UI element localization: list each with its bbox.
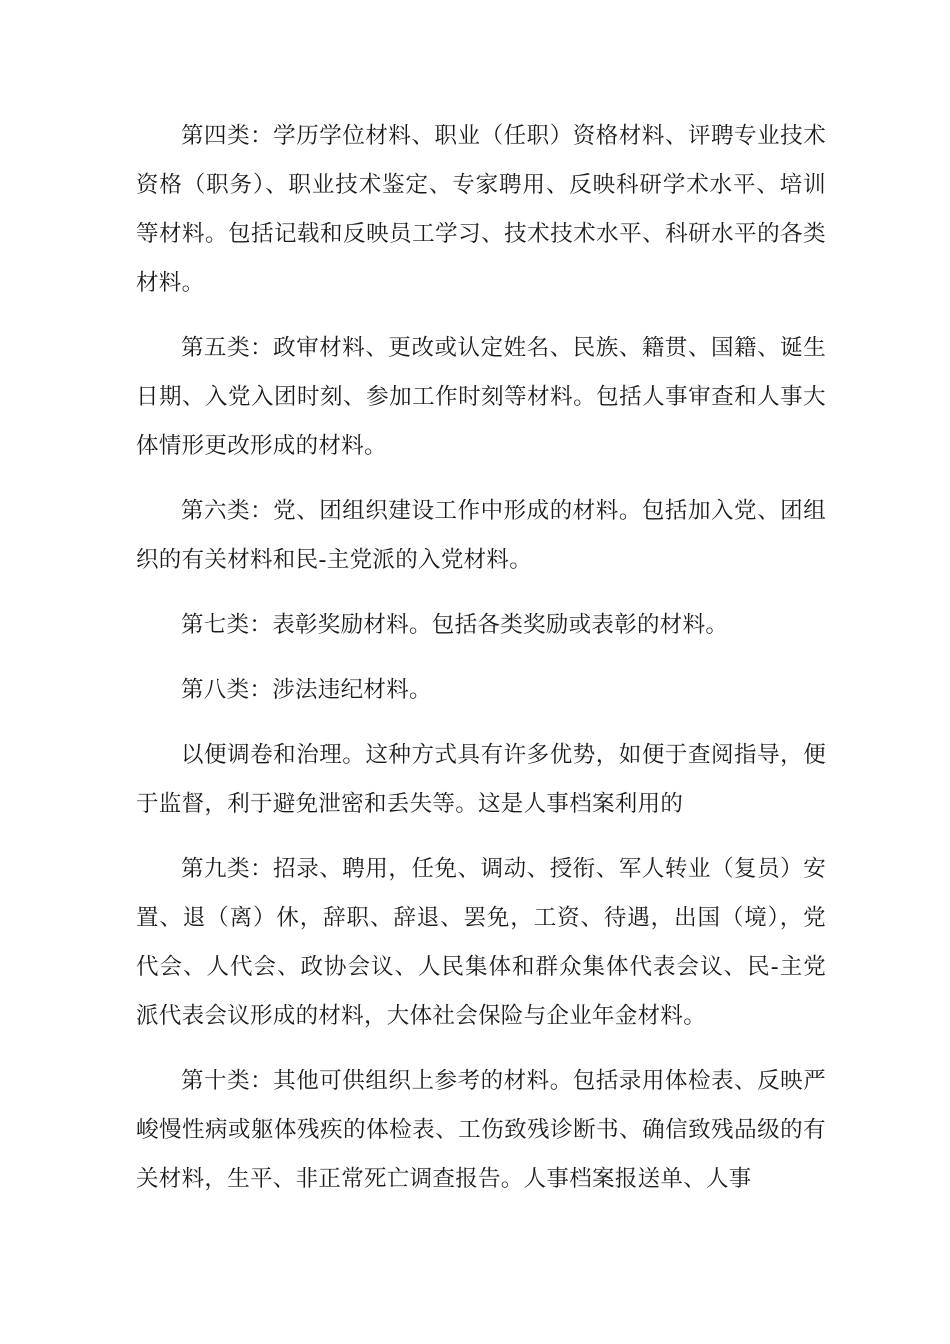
- paragraph-category-10: 第十类：其他可供组织上参考的材料。包括录用体检表、反映严峻慢性病或躯体残疾的体检表、工伤致残诊断书、确信致残品级的有关材料，生平、非正常死亡调查报告。人事档案报送单、人事: [136, 1068, 826, 1192]
- paragraph-category-5: 第五类：政审材料、更改或认定姓名、民族、籍贯、国籍、诞生日期、入党入团时刻、参加工作时刻等材料。包括人事审查和人事大体情形更改形成的材料。: [136, 335, 826, 459]
- paragraph-category-7: 第七类：表彰奖励材料。包括各类奖励或表彰的材料。: [181, 612, 729, 638]
- paragraph-archive-note: 以便调卷和治理。这种方式具有许多优势，如便于查阅指导，便于监督，利于避免泄密和丢失等。这是人事档案利用的: [136, 742, 826, 817]
- paragraph-category-6: 第六类：党、团组织建设工作中形成的材料。包括加入党、团组织的有关材料和民-主党派的入党材料。: [136, 498, 826, 573]
- paragraph-category-8: 第八类：涉法违纪材料。: [181, 677, 432, 703]
- paragraph-category-9: 第九类：招录、聘用，任免、调动、授衔、军人转业（复员）安置、退（离）休，辞职、辞退、罢免，工资、待遇，出国（境），党代会、人代会、政协会议、人民集体和群众集体代表会议、民-主党派代表会议形成的材料，大体社会保险与企业年金材料。: [136, 856, 826, 1029]
- document-body: [136, 112, 826, 1220]
- paragraph-category-4: 第四类：学历学位材料、职业（任职）资格材料、评聘专业技术资格（职务）、职业技术鉴定、专家聘用、反映科研学术水平、培训等材料。包括记载和反映员工学习、技术技术水平、科研水平的各类材料。: [136, 123, 826, 296]
